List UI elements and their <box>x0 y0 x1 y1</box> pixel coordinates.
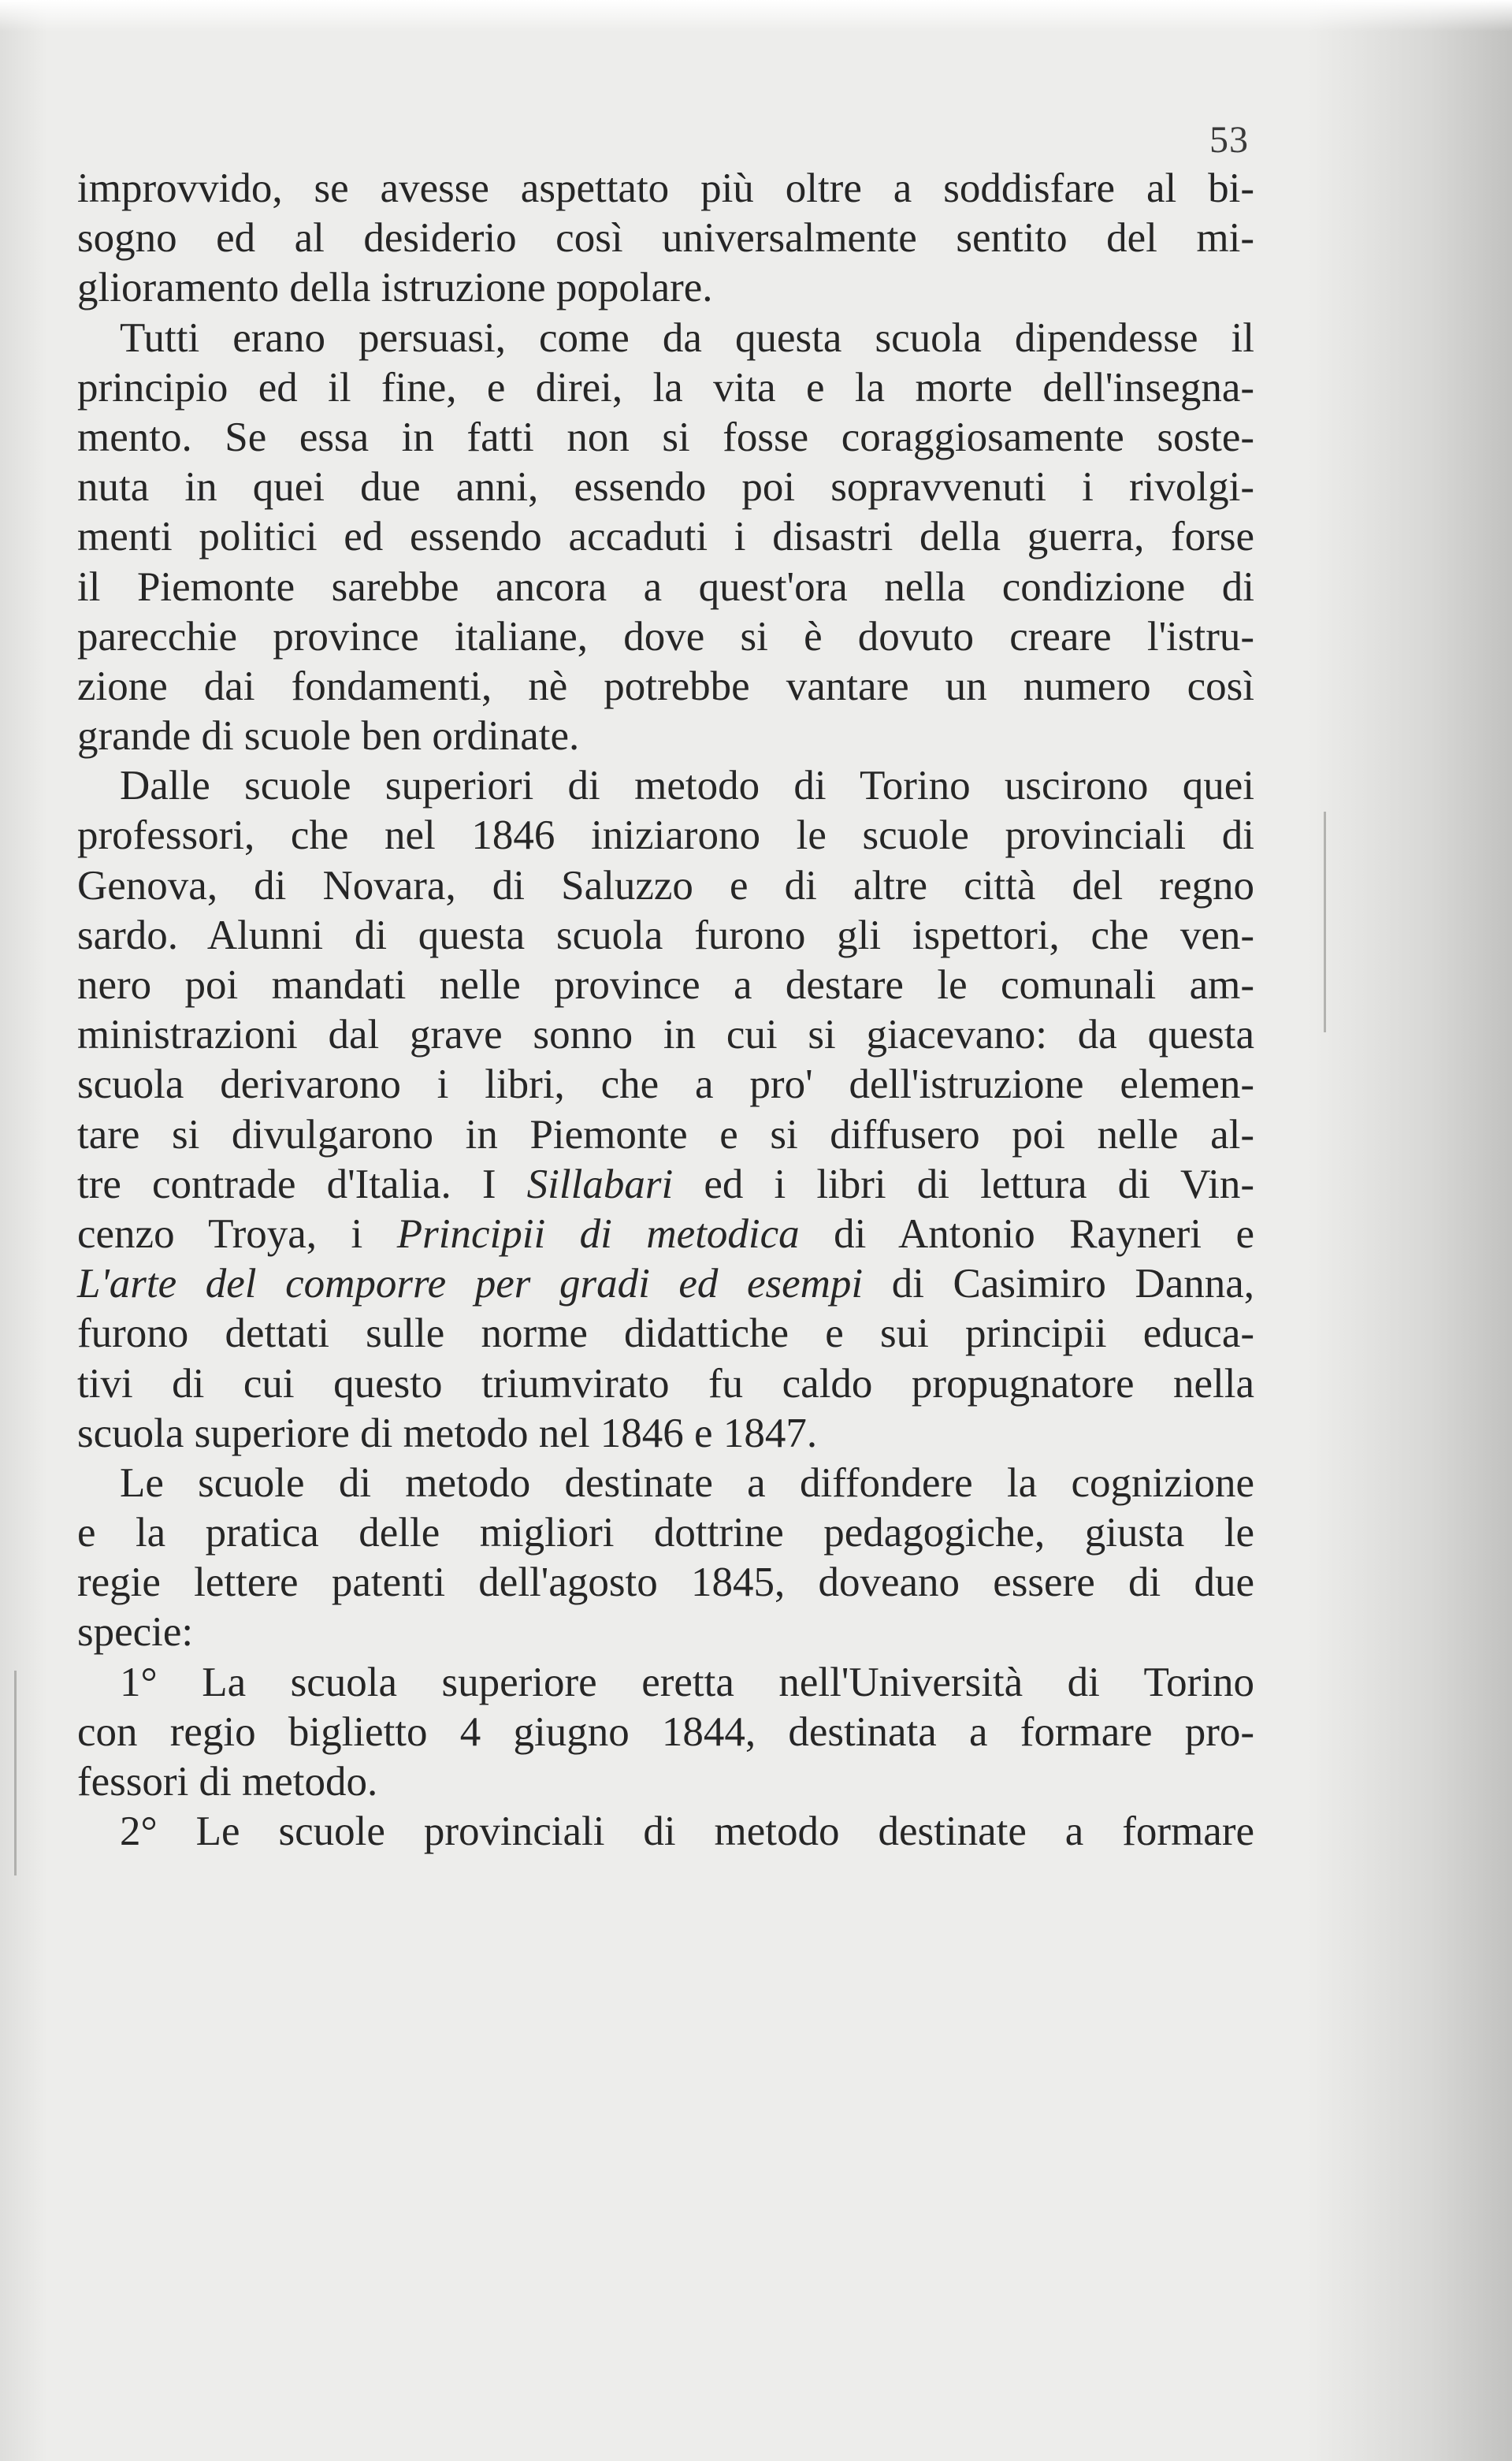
text-line: furono dettati sulle norme didattiche e sui principii educa- <box>77 1310 1254 1357</box>
text-line: specie: <box>77 1609 194 1656</box>
left-scan-shadow <box>0 0 47 2461</box>
text-line: mento. Se essa in fatti non si fosse coraggiosamente soste- <box>77 414 1254 460</box>
text-span: ed i libri di lettura di Vin- <box>673 1161 1254 1207</box>
text-line: scuola derivarono i libri, che a pro' dell'istruzione elemen- <box>77 1061 1254 1108</box>
text-line: il Piemonte sarebbe ancora a quest'ora nella condizione di <box>77 563 1254 610</box>
text-line: scuola superiore di metodo nel 1846 e 1847. <box>77 1410 818 1456</box>
text-line: menti politici ed essendo accaduti i disastri della guerra, forse <box>77 514 1254 560</box>
text-line: 1° La scuola superiore eretta nell'Università di Torino <box>120 1659 1254 1705</box>
text-line: sardo. Alunni di questa scuola furono gli ispettori, che ven- <box>77 912 1254 958</box>
text-line: 2° Le scuole provinciali di metodo destinate a formare <box>120 1809 1254 1855</box>
text-line-with-italic <box>77 1210 1254 1259</box>
text-line: con regio biglietto 4 giugno 1844, destinata a formare pro- <box>77 1708 1254 1755</box>
text-line: tare si divulgarono in Piemonte e si diffusero poi nelle al- <box>77 1111 1254 1158</box>
text-line: Tutti erano persuasi, come da questa scuola dipendesse il <box>120 314 1254 361</box>
text-line: Le scuole di metodo destinate a diffondere la cognizione <box>120 1459 1254 1506</box>
margin-mark <box>14 1671 17 1875</box>
italic-title: Principii di metodica <box>396 1210 800 1257</box>
text-line-with-italic <box>77 1259 1254 1309</box>
text-line: e la pratica delle migliori dottrine pedagogiche, giusta le <box>77 1510 1254 1556</box>
text-line: nero poi mandati nelle province a destare le comunali am- <box>77 962 1254 1008</box>
text-span: di Casimiro Danna, <box>863 1261 1254 1307</box>
italic-title: L'arte del comporre per gradi ed esempi <box>77 1261 864 1307</box>
text-line: zione dai fondamenti, nè potrebbe vantare un numero così <box>77 663 1254 709</box>
text-line: Dalle scuole superiori di metodo di Torino uscirono quei <box>120 763 1254 809</box>
body-text <box>77 164 1254 1857</box>
text-line: tivi di cui questo triumvirato fu caldo propugnatore nella <box>77 1360 1254 1407</box>
text-line: grande di scuole ben ordinate. <box>77 713 580 760</box>
text-line: sogno ed al desiderio così universalmente sentito del mi- <box>77 215 1254 262</box>
margin-mark <box>1324 812 1326 1032</box>
text-line: professori, che nel 1846 iniziarono le scuole provinciali di <box>77 812 1254 859</box>
right-scan-shadow <box>1307 0 1512 2461</box>
text-span: cenzo Troya, i <box>77 1210 397 1257</box>
text-line: glioramento della istruzione popolare. <box>77 265 713 311</box>
text-line: parecchie province italiane, dove si è dovuto creare l'istru- <box>77 613 1254 660</box>
text-line: ministrazioni dal grave sonno in cui si giacevano: da questa <box>77 1012 1254 1058</box>
text-span: di Antonio Rayneri e <box>799 1210 1254 1257</box>
text-line: improvvido, se avesse aspettato più oltre a soddisfare al bi- <box>77 165 1254 211</box>
top-scan-edge <box>0 0 1512 32</box>
text-line: fessori di metodo. <box>77 1759 378 1805</box>
text-line: Genova, di Novara, di Saluzzo e di altre città del regno <box>77 862 1254 909</box>
page-number: 53 <box>1209 119 1249 161</box>
text-line: nuta in quei due anni, essendo poi sopravvenuti i rivolgi- <box>77 464 1254 511</box>
text-line: regie lettere patenti dell'agosto 1845, doveano essere di due <box>77 1560 1254 1606</box>
text-span: tre contrade d'Italia. I <box>77 1161 527 1207</box>
italic-title: Sillabari <box>526 1161 674 1207</box>
text-line-with-italic <box>77 1160 1254 1210</box>
text-line: principio ed il fine, e direi, la vita e la morte dell'insegna- <box>77 364 1254 411</box>
